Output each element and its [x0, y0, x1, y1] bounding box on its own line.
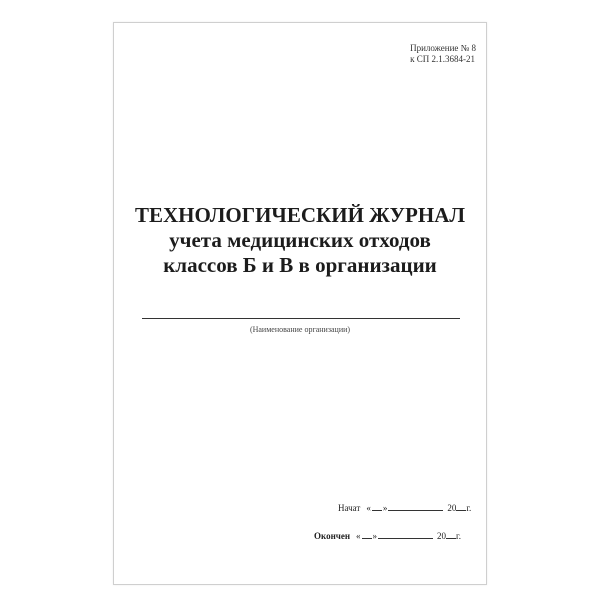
start-month-blank	[388, 501, 443, 511]
end-date-label: Окончен	[314, 531, 351, 541]
end-date-row	[314, 529, 471, 543]
start-day-blank	[372, 501, 382, 511]
organization-caption: (Наименование организации)	[249, 325, 351, 334]
appendix-number: Приложение № 8	[410, 43, 476, 53]
journal-title	[114, 203, 486, 278]
end-open-quote: «	[356, 531, 361, 541]
title-line-2: учета медицинских отходов	[169, 228, 431, 252]
end-year-prefix: 20	[437, 531, 447, 541]
start-year-blank	[456, 501, 466, 511]
end-close-quote: »	[372, 531, 378, 541]
title-line-3: классов Б и В в организации	[163, 253, 437, 277]
dates-block	[314, 501, 471, 557]
appendix-note	[410, 43, 476, 65]
end-year-suffix: г.	[456, 531, 461, 541]
appendix-reference: к СП 2.1.3684-21	[410, 54, 475, 64]
start-year-suffix: г.	[466, 503, 472, 513]
end-year-blank	[446, 529, 456, 539]
title-line-1: ТЕХНОЛОГИЧЕСКИЙ ЖУРНАЛ	[134, 203, 466, 227]
journal-cover-page	[113, 22, 487, 585]
start-date-label: Начат	[338, 503, 361, 513]
end-day-blank	[362, 529, 372, 539]
start-year-prefix: 20	[447, 503, 457, 513]
start-date-row	[314, 501, 471, 515]
organization-name-line	[142, 318, 460, 319]
end-month-blank	[378, 529, 433, 539]
start-close-quote: »	[382, 503, 388, 513]
start-open-quote: «	[366, 503, 371, 513]
